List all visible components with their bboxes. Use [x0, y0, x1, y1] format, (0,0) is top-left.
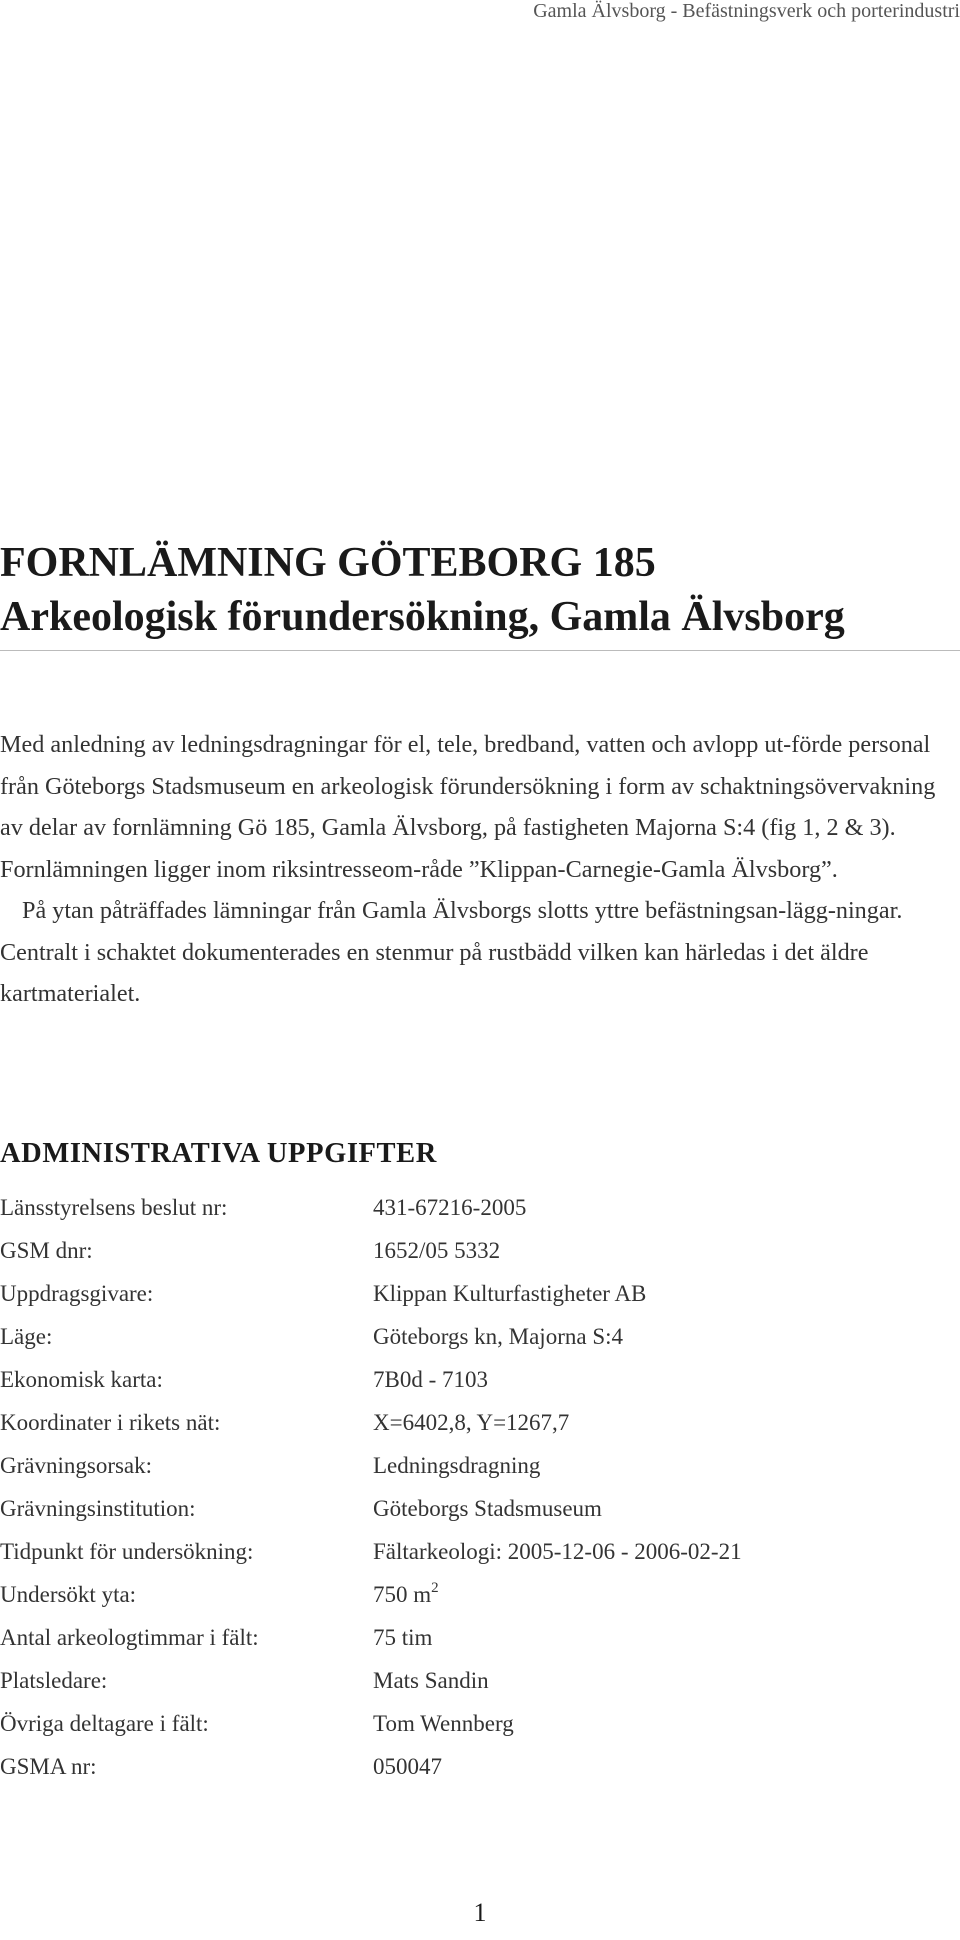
admin-row	[0, 1659, 940, 1702]
admin-row	[0, 1616, 940, 1659]
admin-label: Uppdragsgivare:	[0, 1281, 154, 1306]
admin-label: Läge:	[0, 1324, 53, 1349]
admin-row	[0, 1702, 940, 1745]
admin-value: Mats Sandin	[373, 1668, 489, 1693]
admin-label: Grävningsorsak:	[0, 1453, 153, 1478]
running-header: Gamla Älvsborg - Befästningsverk och porterindustri	[533, 0, 960, 22]
title-line-2: Arkeologisk förundersökning, Gamla Älvsborg	[0, 594, 845, 640]
admin-value: Ledningsdragning	[373, 1453, 541, 1478]
document-title	[0, 536, 960, 644]
admin-value-area	[373, 1573, 439, 1616]
admin-value: 1652/05 5332	[373, 1238, 501, 1263]
title-divider	[0, 650, 960, 651]
admin-label: Länsstyrelsens beslut nr:	[0, 1195, 228, 1220]
admin-label: Antal arkeologtimmar i fält:	[0, 1625, 259, 1650]
admin-value: Fältarkeologi: 2005-12-06 - 2006-02-21	[373, 1539, 742, 1564]
admin-row	[0, 1186, 940, 1229]
admin-value: 050047	[373, 1754, 442, 1779]
admin-row	[0, 1315, 940, 1358]
area-value: 750 m	[373, 1582, 432, 1607]
admin-row	[0, 1745, 940, 1788]
admin-label: GSM dnr:	[0, 1238, 93, 1263]
admin-value: X=6402,8, Y=1267,7	[373, 1410, 570, 1435]
admin-label: Platsledare:	[0, 1668, 108, 1693]
section-heading-admin: ADMINISTRATIVA UPPGIFTER	[0, 1138, 437, 1169]
intro-text	[0, 724, 940, 1015]
admin-label: Övriga deltagare i fält:	[0, 1711, 209, 1736]
admin-label: Grävningsinstitution:	[0, 1496, 196, 1521]
title-line-1: FORNLÄMNING GÖTEBORG 185	[0, 540, 656, 586]
admin-row	[0, 1530, 940, 1573]
admin-details-table	[0, 1186, 940, 1788]
admin-value: Göteborgs kn, Majorna S:4	[373, 1324, 624, 1349]
page-number: 1	[473, 1898, 487, 1927]
admin-value: 75 tim	[373, 1625, 433, 1650]
admin-label: GSMA nr:	[0, 1754, 97, 1779]
admin-value: Tom Wennberg	[373, 1711, 514, 1736]
admin-row	[0, 1358, 940, 1401]
admin-row	[0, 1229, 940, 1272]
intro-paragraph-2: På ytan påträffades lämningar från Gamla Älvsborgs slotts yttre befästningsan-lägg-ningar. Centralt i schaktet dokumenterades en stenmur på rustbädd vilken kan härledas i det äldre kartmaterialet.	[0, 897, 903, 1007]
admin-label: Tidpunkt för undersökning:	[0, 1539, 254, 1564]
admin-value: 7B0d - 7103	[373, 1367, 488, 1392]
admin-value: 431-67216-2005	[373, 1195, 527, 1220]
admin-label: Ekonomisk karta:	[0, 1367, 163, 1392]
intro-paragraph-1: Med anledning av ledningsdragningar för el, tele, bredband, vatten och avlopp ut-förde personal från Göteborgs Stadsmuseum en arkeologisk förundersökning i form av schaktningsövervakning av delar av fornlämning Gö 185, Gamla Älvsborg, på fastigheten Majorna S:4 (fig 1, 2 & 3). Fornlämningen ligger inom riksintresseom-råde ”Klippan-Carnegie-Gamla Älvsborg”.	[0, 731, 936, 883]
admin-row	[0, 1444, 940, 1487]
admin-row	[0, 1401, 940, 1444]
admin-label: Koordinater i rikets nät:	[0, 1410, 221, 1435]
admin-label: Undersökt yta:	[0, 1582, 137, 1607]
admin-row	[0, 1573, 940, 1616]
area-superscript: 2	[431, 1580, 439, 1596]
admin-row	[0, 1272, 940, 1315]
admin-value: Klippan Kulturfastigheter AB	[373, 1281, 647, 1306]
admin-value: Göteborgs Stadsmuseum	[373, 1496, 602, 1521]
admin-row	[0, 1487, 940, 1530]
